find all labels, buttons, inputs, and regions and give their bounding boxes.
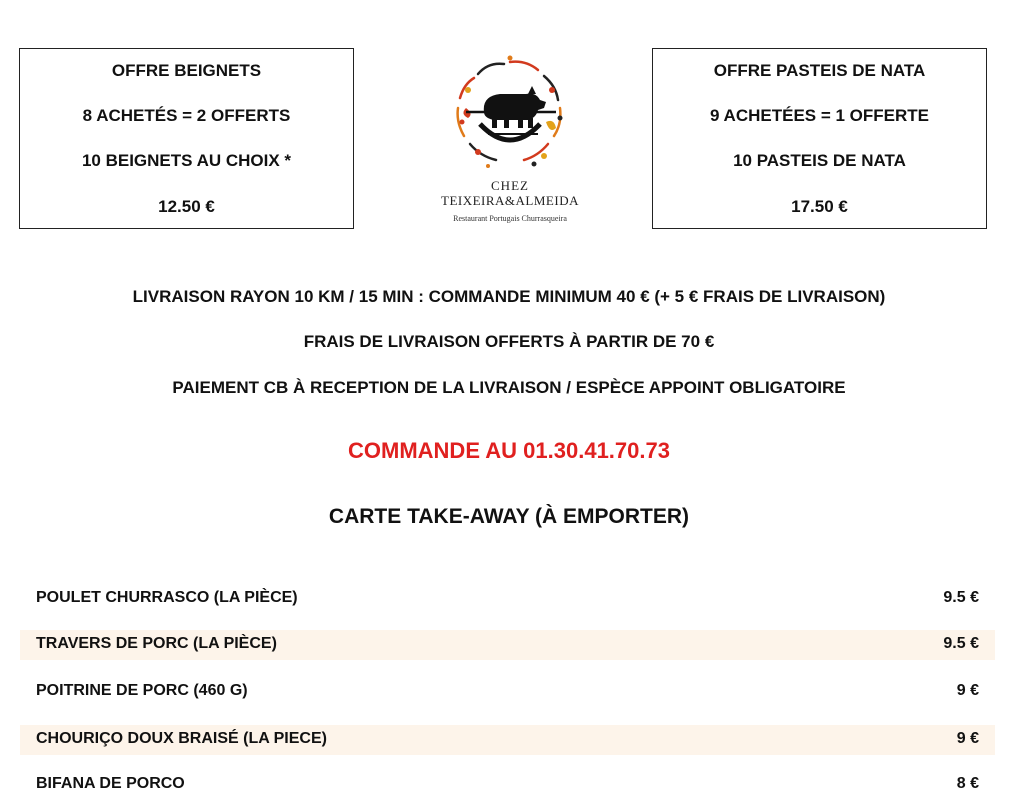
- menu-item-name: BIFANA DE PORCO: [36, 775, 185, 792]
- pig-on-spit-icon: [448, 52, 572, 176]
- menu-item-name: TRAVERS DE PORC (LA PIÈCE): [36, 635, 277, 652]
- menu-item: [20, 725, 995, 755]
- offer-title: OFFRE PASTEIS DE NATA: [713, 61, 926, 80]
- menu-title: CARTE TAKE-AWAY (À EMPORTER): [328, 505, 690, 528]
- menu-item-name: CHOURIÇO DOUX BRAISÉ (LA PIECE): [36, 730, 327, 747]
- offer-box-beignets: [19, 48, 354, 229]
- payment-info: PAIEMENT CB À RECEPTION DE LA LIVRAISON / ESPÈCE APPOINT OBLIGATOIRE: [172, 378, 846, 397]
- logo-line-tagline: Restaurant Portugais Churrasqueira: [453, 214, 567, 223]
- offer-price: 12.50 €: [158, 197, 215, 216]
- menu-item-price: 9.5 €: [943, 589, 979, 606]
- offer-detail: 10 PASTEIS DE NATA: [733, 151, 906, 170]
- menu-item: [20, 630, 995, 660]
- menu-item-price: 8 €: [956, 775, 979, 792]
- logo-line-chez: CHEZ: [491, 178, 529, 193]
- logo-line-name: TEIXEIRA&ALMEIDA: [441, 193, 579, 208]
- order-phone: COMMANDE AU 01.30.41.70.73: [348, 438, 670, 463]
- offer-box-pasteis: [652, 48, 987, 229]
- restaurant-logo: [430, 48, 590, 230]
- offer-detail: 10 BEIGNETS AU CHOIX *: [81, 151, 292, 170]
- menu-item-price: 9 €: [956, 730, 979, 747]
- menu-item-name: POITRINE DE PORC (460 G): [36, 682, 248, 699]
- delivery-info: LIVRAISON RAYON 10 KM / 15 MIN : COMMANDE MINIMUM 40 € (+ 5 € FRAIS DE LIVRAISON): [132, 287, 886, 306]
- menu-item: [20, 677, 995, 707]
- free-delivery-info: FRAIS DE LIVRAISON OFFERTS À PARTIR DE 70 €: [303, 332, 715, 351]
- menu-item: [20, 770, 995, 800]
- offer-deal: 9 ACHETÉES = 1 OFFERTE: [710, 106, 929, 125]
- offer-title: OFFRE BEIGNETS: [111, 61, 262, 80]
- menu-item: [20, 584, 995, 614]
- menu-item-price: 9.5 €: [943, 635, 979, 652]
- offer-price: 17.50 €: [791, 197, 848, 216]
- menu-item-name: POULET CHURRASCO (LA PIÈCE): [36, 589, 298, 606]
- offer-deal: 8 ACHETÉS = 2 OFFERTS: [82, 106, 291, 125]
- menu-item-price: 9 €: [956, 682, 979, 699]
